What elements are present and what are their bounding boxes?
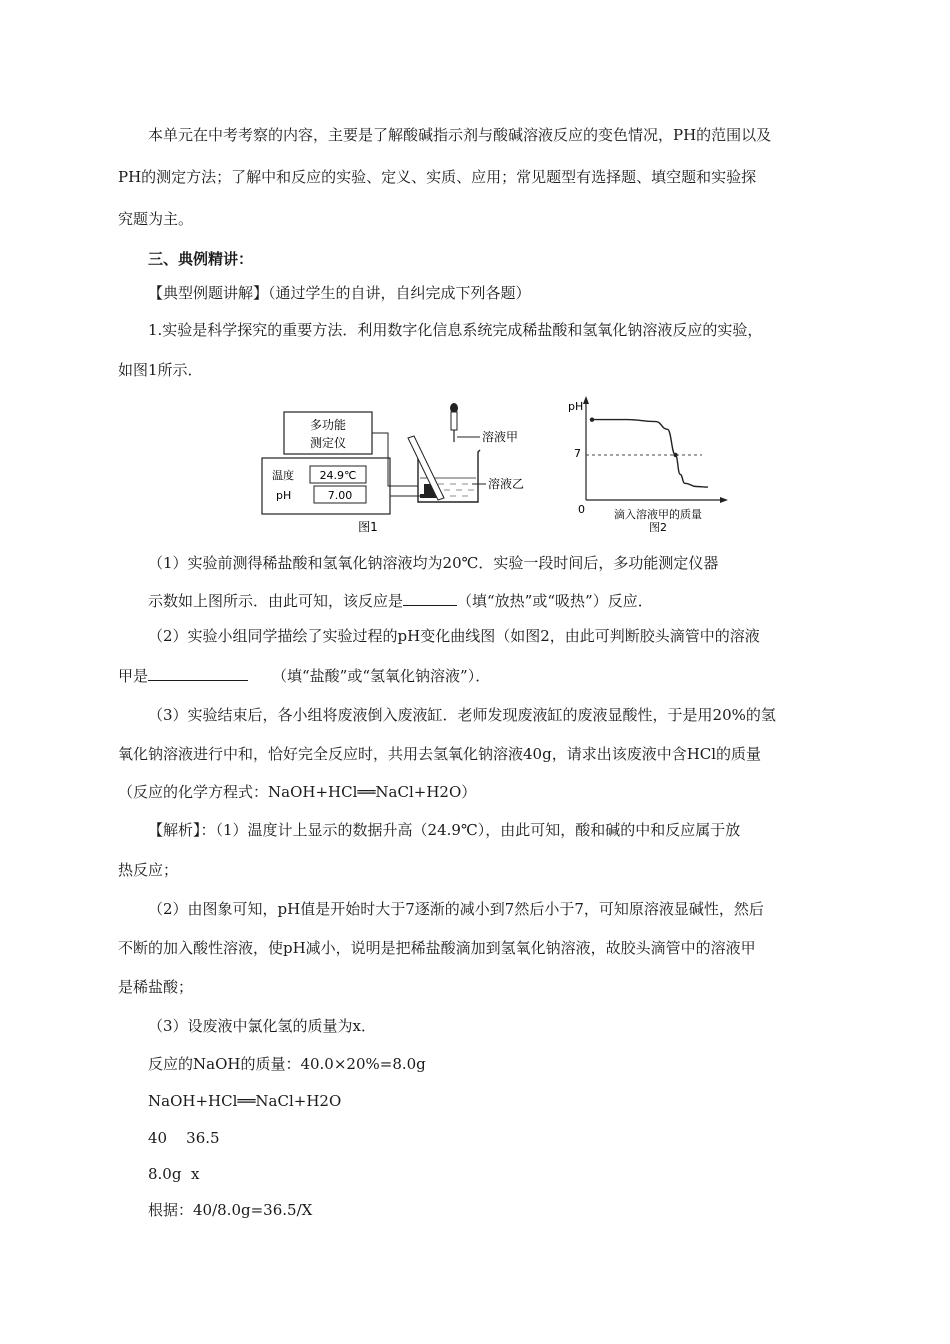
neutral-point xyxy=(673,453,677,457)
start-point xyxy=(590,417,594,421)
dropper-tube xyxy=(451,412,457,430)
figure-2-caption: 图2 xyxy=(649,521,667,532)
x-axis-label: 滴入溶液甲的质量 xyxy=(614,508,702,521)
device-label-2: 测定仪 xyxy=(309,436,347,450)
calc-line-2: NaOH+HCl══NaCl+H2O xyxy=(148,1092,342,1110)
y-tick-7: 7 xyxy=(574,447,581,460)
answer-blank-1[interactable] xyxy=(403,590,457,606)
calc-line-5: 根据：40/8.0g=36.5/X xyxy=(148,1201,313,1219)
y-axis-arrow xyxy=(583,396,589,404)
temp-value: 24.9℃ xyxy=(319,469,357,482)
q1-part1-line-1: （1）实验前测得稀盐酸和氢氧化钠溶液均为20℃．实验一段时间后，多功能测定仪器 xyxy=(148,554,719,572)
y-axis-label: pH xyxy=(568,400,584,413)
ph-value: 7.00 xyxy=(327,489,353,502)
x-axis-arrow xyxy=(720,497,728,503)
ph-curve-line xyxy=(592,420,708,488)
calc-line-4: 8.0g x xyxy=(148,1165,200,1183)
device-label-1: 多功能 xyxy=(309,418,347,432)
intro-line-1: 本单元在中考考察的内容，主要是了解酸碱指示剂与酸碱溶液反应的变色情况，PH的范围以及 xyxy=(148,126,772,144)
temp-label: 温度 xyxy=(272,469,294,482)
intro-line-2: PH的测定方法；了解中和反应的实验、定义、实质、应用；常见题型有选择题、填空题和实验探 xyxy=(118,168,757,186)
ph-label: pH xyxy=(276,489,292,502)
figure-2-ph-chart xyxy=(558,392,738,532)
answer-blank-2[interactable] xyxy=(148,665,248,681)
intro-line-3: 究题为主。 xyxy=(118,210,194,228)
section-heading: 三、典例精讲： xyxy=(148,250,254,268)
q1-part2-text-before: 甲是 xyxy=(118,667,149,685)
analysis-2-line-3: 是稀盐酸； xyxy=(118,978,194,996)
calc-line-3: 40 36.5 xyxy=(148,1129,220,1147)
analysis-2-line-1: （2）由图象可知，pH值是开始时大于7逐渐的减小到7然后小于7，可知原溶液显碱性，然后 xyxy=(148,900,764,918)
q1-part3-line-1: （3）实验结束后，各小组将废液倒入废液缸．老师发现废液缸的废液显酸性，于是用20%的氢 xyxy=(148,706,776,724)
origin-label: 0 xyxy=(578,503,585,516)
q1-line-1: 1.实验是科学探究的重要方法．利用数字化信息系统完成稀盐酸和氢氧化钠溶液反应的实验， xyxy=(148,321,763,339)
analysis-2-line-2: 不断的加入酸性溶液，使pH减小，说明是把稀盐酸滴加到氢氧化钠溶液，故胶头滴管中的溶液甲 xyxy=(118,939,756,957)
q1-part2-text-after: （填“盐酸”或“氢氧化钠溶液”）． xyxy=(272,667,491,685)
typical-heading: 【典型例题讲解】（通过学生的自讲，自纠完成下列各题） xyxy=(148,284,531,302)
q1-part1-text-before: 示数如上图所示．由此可知，该反应是 xyxy=(148,592,404,610)
analysis-1-line-2: 热反应； xyxy=(118,861,179,879)
analysis-1-line-1: 【解析】：（1）温度计上显示的数据升高（24.9℃），由此可知，酸和碱的中和反应属于放 xyxy=(148,821,741,839)
q1-part1-line-2 xyxy=(148,590,653,611)
q1-line-2: 如图1所示． xyxy=(118,361,203,379)
q1-part1-text-after: （填“放热”或“吸热”）反应． xyxy=(457,592,653,610)
q1-part3-line-3: （反应的化学方程式：NaOH+HCl══NaCl+H2O） xyxy=(118,783,477,801)
q1-part2-line-1: （2）实验小组同学描绘了实验过程的pH变化曲线图（如图2，由此可判断胶头滴管中的溶液 xyxy=(148,627,760,645)
liquid-hatching xyxy=(438,484,474,496)
figure-1-caption: 图1 xyxy=(358,520,378,534)
calc-line-1: 反应的NaOH的质量：40.0×20%=8.0g xyxy=(148,1055,426,1073)
q1-part2-line-2 xyxy=(118,665,490,686)
q1-part3-line-2: 氧化钠溶液进行中和，恰好完全反应时，共用去氢氧化钠溶液40g，请求出该废液中含HCl的质量 xyxy=(118,745,762,763)
solution-a-label: 溶液甲 xyxy=(482,430,519,444)
figure-1-apparatus xyxy=(258,398,558,538)
solution-b-label: 溶液乙 xyxy=(488,477,525,491)
analysis-3-line-1: （3）设废液中氯化氢的质量为x． xyxy=(148,1017,377,1035)
